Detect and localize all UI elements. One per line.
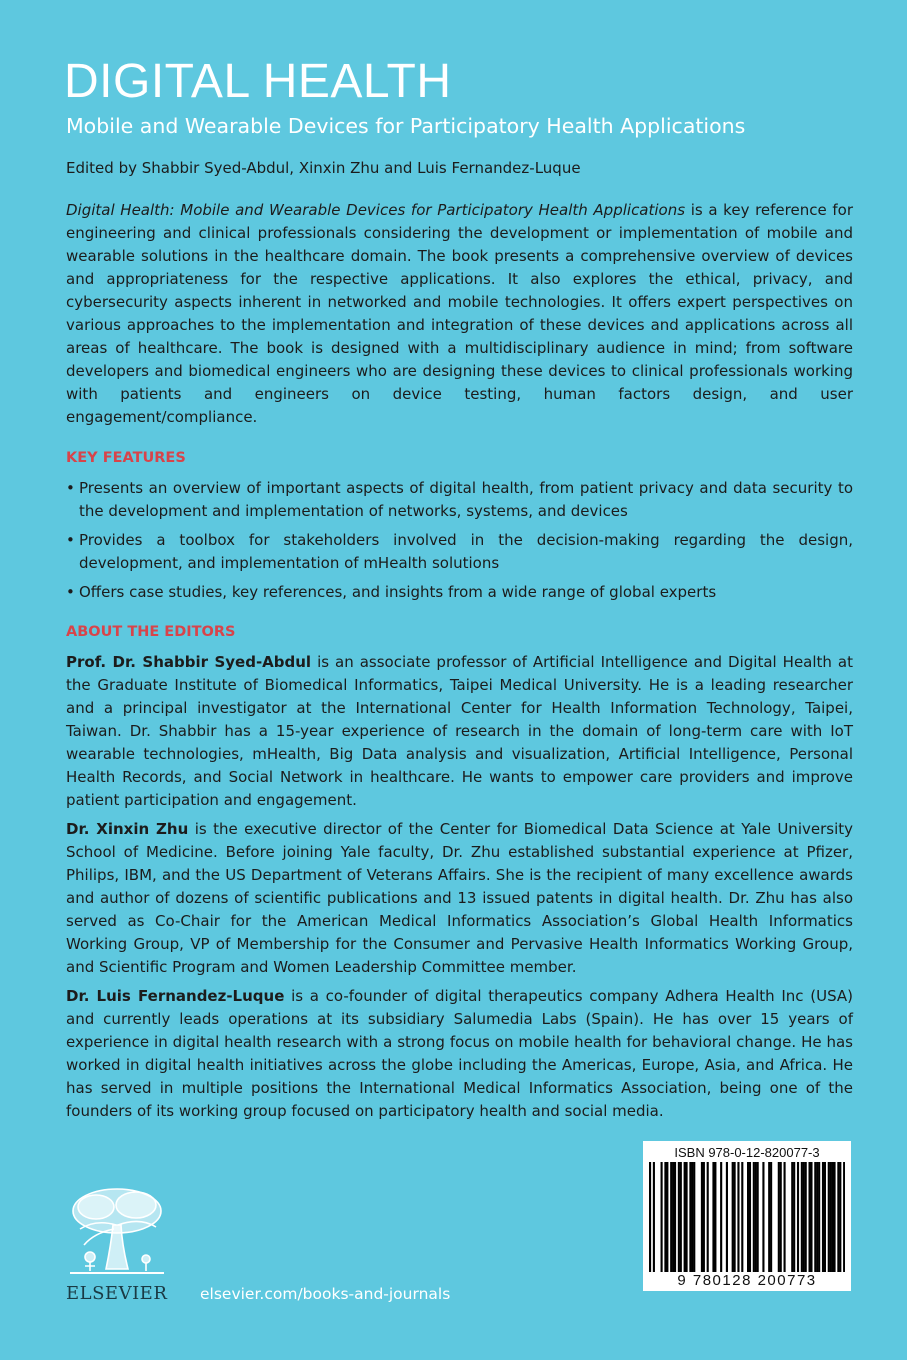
barcode-bar [824, 1162, 826, 1272]
editor-name: Dr. Luis Fernandez-Luque [66, 987, 285, 1005]
barcode-bar [753, 1162, 755, 1272]
barcode-bar [784, 1162, 786, 1272]
bullet-icon: • [66, 583, 75, 601]
barcode-bar [814, 1162, 816, 1272]
editor-bio [66, 985, 853, 1123]
isbn-barcode [643, 1141, 851, 1291]
publisher-name: ELSEVIER [66, 1283, 168, 1304]
barcode-bar [833, 1162, 835, 1272]
isbn-digits: 9 780128 200773 [677, 1272, 817, 1289]
barcode-bar [707, 1162, 709, 1272]
key-features-heading: KEY FEATURES [66, 450, 186, 466]
barcode-bar [832, 1162, 834, 1272]
description-italic-title: Digital Health: Mobile and Wearable Devices for Participatory Health Applications [66, 201, 686, 219]
barcode-bar [741, 1162, 743, 1272]
barcode-bar [797, 1162, 799, 1272]
barcode-bar [737, 1162, 739, 1272]
key-feature-item [66, 477, 853, 523]
key-feature-item [66, 529, 853, 575]
barcode-bar [816, 1162, 818, 1272]
barcode-bar [653, 1162, 655, 1272]
barcode-bar [791, 1162, 793, 1272]
barcode-bar [714, 1162, 716, 1272]
barcode-icon [649, 1162, 845, 1272]
key-feature-item [66, 581, 853, 604]
key-features-list [66, 477, 853, 610]
editor-bio-text: is a co-founder of digital therapeutics company Adhera Health Inc (USA) and currently leads operations at its subsidiary Salumedia Labs (Spain). He has over 15 years of experience in digital health research with a strong focus on mobile health for behavioral change. He has worked in digital health initiatives across the globe including the Americas, Europe, Asia, and Africa. He has served in multiple positions the International Medical Informatics Association, being one of the founders of its working group focused on participatory health and social media. [66, 987, 853, 1120]
barcode-bar [810, 1162, 812, 1272]
barcode-bar [749, 1162, 751, 1272]
barcode-bar [726, 1162, 728, 1272]
barcode-bar [703, 1162, 705, 1272]
barcode-bar [661, 1162, 663, 1272]
editor-bio-text: is the executive director of the Center for Biomedical Data Science at Yale University School of Medicine. Before joining Yale faculty, Dr. Zhu established substantial experience at Pfizer, Philips, IBM, and the US Department of Veterans Affairs. She is the recipient of many excellence awards and author of dozens of scientific publications and 13 issued patents in digital health. Dr. Zhu has also served as Co-Chair for the American Medical Informatics Association’s Global Health Informatics Working Group, VP of Membership for the Consumer and Pervasive Health Informatics Working Group, and Scientific Program and Women Leadership Committee member. [66, 820, 853, 976]
book-title: DIGITAL HEALTH [64, 55, 452, 108]
barcode-bar [768, 1162, 770, 1272]
barcode-bar [678, 1162, 680, 1272]
barcode-bar [732, 1162, 734, 1272]
barcode-bar [757, 1162, 759, 1272]
barcode-bar [691, 1162, 693, 1272]
barcode-bar [734, 1162, 736, 1272]
barcode-bar [793, 1162, 795, 1272]
editors-line: Edited by Shabbir Syed-Abdul, Xinxin Zhu and Luis Fernandez-Luque [66, 159, 581, 177]
barcode-bar [664, 1162, 666, 1272]
publisher-url[interactable]: elsevier.com/books-and-journals [200, 1285, 451, 1303]
barcode-bar [837, 1162, 839, 1272]
editor-bio-text: is an associate professor of Artificial Intelligence and Digital Health at the Graduate Institute of Biomedical Informatics, Taipei Medical University. He is a leading researcher and a principal investigator at the International Center for Health Information Technology, Taipei, Taiwan. Dr. Shabbir has a 15-year experience of research in the domain of long-term care with IoT wearable technologies, mHealth, Big Data analysis and visualization, Artificial Intelligence, Personal Health Records, and Social Network in healthcare. He wants to empower care providers and improve patient participation and engagement. [66, 653, 853, 809]
barcode-bar [822, 1162, 824, 1272]
barcode-bar [805, 1162, 807, 1272]
barcode-bar [803, 1162, 805, 1272]
editor-name: Prof. Dr. Shabbir Syed-Abdul [66, 653, 312, 671]
barcode-bar [747, 1162, 749, 1272]
barcode-bar [649, 1162, 651, 1272]
barcode-bar [666, 1162, 668, 1272]
barcode-bar [828, 1162, 830, 1272]
barcode-bar [843, 1162, 845, 1272]
barcode-bar [830, 1162, 832, 1272]
barcode-bar [674, 1162, 676, 1272]
barcode-bar [686, 1162, 688, 1272]
barcode-bar [808, 1162, 810, 1272]
barcode-bar [755, 1162, 757, 1272]
barcode-bar [780, 1162, 782, 1272]
editor-bio [66, 818, 853, 979]
barcode-bar [680, 1162, 682, 1272]
barcode-bar [670, 1162, 672, 1272]
barcode-bar [801, 1162, 803, 1272]
barcode-bar [839, 1162, 841, 1272]
barcode-bar [689, 1162, 691, 1272]
book-subtitle: Mobile and Wearable Devices for Participatory Health Applications [66, 114, 746, 138]
barcode-bar [672, 1162, 674, 1272]
editor-bio [66, 651, 853, 812]
barcode-bar [701, 1162, 703, 1272]
elsevier-tree-logo-icon [66, 1185, 168, 1277]
isbn-label: ISBN 978-0-12-820077-3 [674, 1145, 820, 1160]
key-feature-text: Provides a toolbox for stakeholders involved in the decision-making regarding the design, development, and implementation of mHealth solutions [79, 531, 853, 572]
barcode-bar [693, 1162, 695, 1272]
barcode-bar [720, 1162, 722, 1272]
key-feature-text: Presents an overview of important aspects of digital health, from patient privacy and data security to the development and implementation of networks, systems, and devices [79, 479, 853, 520]
barcode-bar [762, 1162, 764, 1272]
barcode-bar [684, 1162, 686, 1272]
barcode-bar [770, 1162, 772, 1272]
description-text: is a key reference for engineering and clinical professionals considering the development or implementation of mobile and wearable solutions in the healthcare domain. The book presents a comprehensive overview of devices and appropriateness for the respective applications. It also explores the ethical, privacy, and cybersecurity aspects inherent in networked and mobile technologies. It offers expert perspectives on various approaches to the implementation and integration of these devices and applications across all areas of healthcare. The book is designed with a multidisciplinary audience in mind; from software developers and biomedical engineers who are designing these devices to clinical professionals working with patients and engineers on device testing, human factors design, and user engagement/compliance. [66, 201, 853, 426]
book-description [66, 199, 853, 429]
key-feature-text: Offers case studies, key references, and insights from a wide range of global experts [79, 583, 717, 601]
bullet-icon: • [66, 531, 75, 549]
about-editors-heading: ABOUT THE EDITORS [66, 624, 236, 640]
barcode-bar [818, 1162, 820, 1272]
bullet-icon: • [66, 479, 75, 497]
editor-name: Dr. Xinxin Zhu [66, 820, 189, 838]
barcode-bar [778, 1162, 780, 1272]
barcode-bar [712, 1162, 714, 1272]
